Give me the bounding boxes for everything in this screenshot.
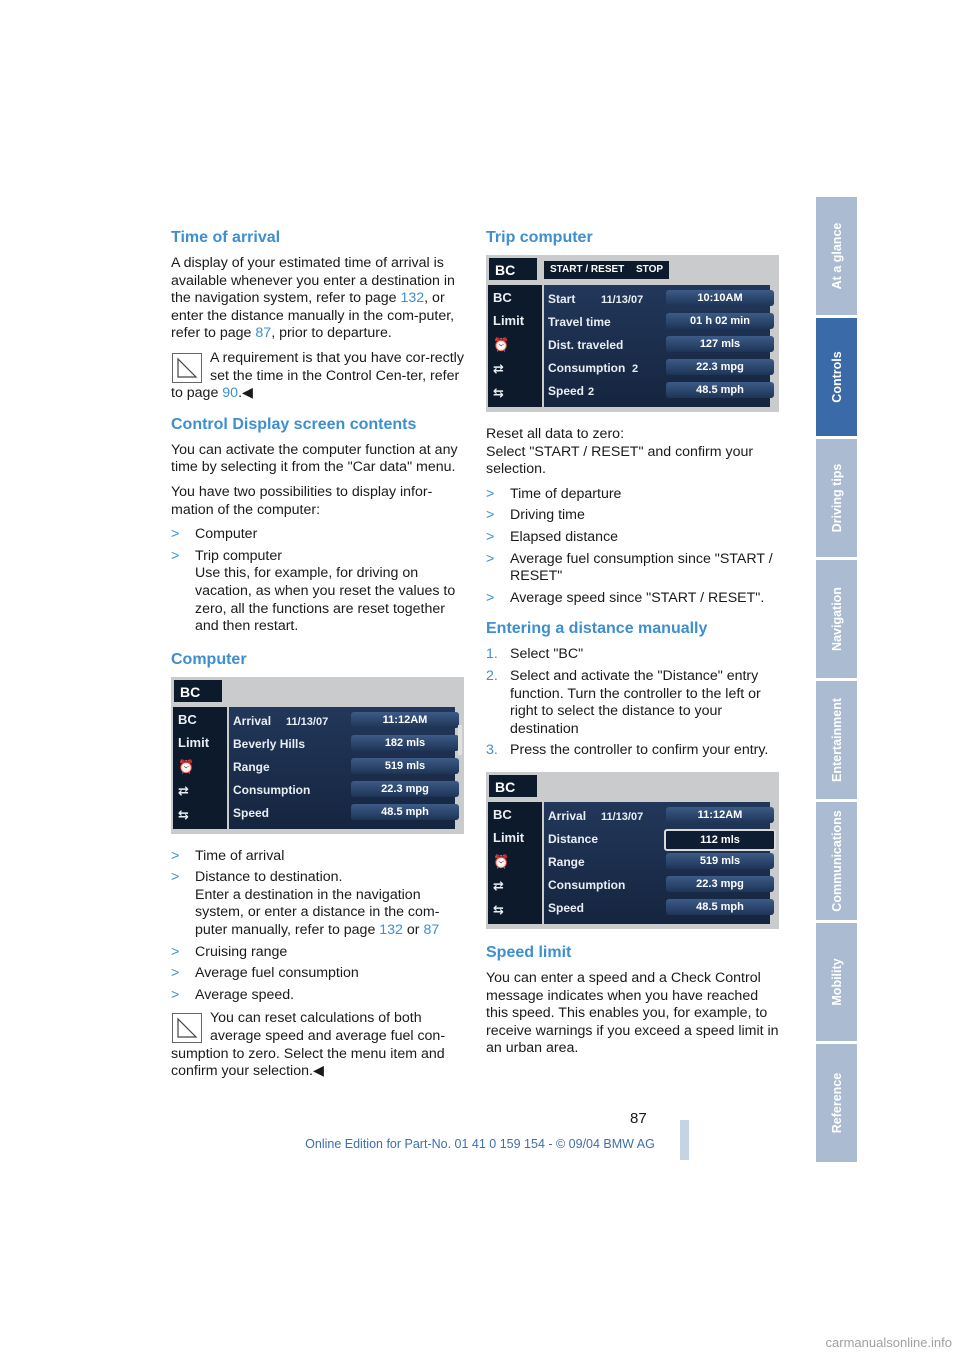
computer-note: You can reset calculations of both average speed and average fuel con-sumption to zero. Select the menu item and confirm your selection.◀ (171, 1010, 446, 1080)
alarm-clock-icon[interactable]: ⏰ (493, 853, 510, 869)
car-icon[interactable]: ⇆ (178, 806, 189, 822)
computer-list (171, 848, 466, 1005)
row-label: Arrival (233, 713, 272, 728)
row-label: Arrival (548, 808, 587, 823)
arrival-paragraph: A display of your estimated time of arrival is available whenever you enter a destination in the navigation system, refer to page 132, or enter the distance manually in the com-puter, refer to page 87, prior to departure. (171, 255, 455, 342)
display-list (171, 526, 466, 636)
distance-screen (486, 772, 779, 929)
list-item: > Cruising range (171, 943, 288, 960)
row-label: Consumption (233, 782, 311, 797)
row-value[interactable]: 48.5 mph (351, 804, 459, 820)
side-menu (488, 285, 542, 407)
list-item: > Driving time (486, 507, 585, 524)
list-item: 1. Select "BC" (486, 646, 584, 663)
display-paragraph-2: You have two possibilities to display infor-mation of the computer: (171, 483, 433, 518)
row-label: Travel time (548, 315, 611, 329)
link-page-90[interactable]: 90 (222, 385, 239, 402)
row-value[interactable]: 10:10AM (666, 290, 774, 306)
list-item: 3. Press the controller to confirm your entry. (486, 742, 769, 759)
tab-at-a-glance[interactable]: At a glance (816, 197, 857, 315)
link-page-87[interactable]: 87 (423, 922, 440, 939)
row-label: Speed (548, 384, 585, 398)
link-page-132[interactable]: 132 (379, 922, 403, 939)
row-value[interactable]: 22.3 mpg (351, 781, 459, 797)
row-date: 11/13/07 (601, 810, 644, 823)
list-item: 2. Select and activate the "Distance" entry function. Turn the controller to the left or right to select the distance to your destination (486, 667, 761, 737)
heading-display-contents: Control Display screen contents (171, 415, 417, 433)
link-page-132[interactable]: 132 (400, 290, 425, 307)
page-number: 87 (630, 1110, 647, 1127)
row-value[interactable]: 48.5 mph (666, 382, 774, 398)
list-item: > Computer (171, 526, 258, 543)
row-label: Speed (233, 805, 270, 820)
row-value[interactable]: 519 mls (666, 853, 774, 869)
row-value[interactable]: 22.3 mpg (666, 359, 774, 375)
row-value[interactable]: 182 mls (351, 735, 459, 751)
car-icon[interactable]: ⇆ (493, 385, 504, 400)
list-item: > Elapsed distance (486, 528, 619, 545)
row-value[interactable]: 48.5 mph (666, 899, 774, 915)
row-index: 2 (588, 386, 595, 398)
list-item: > Distance to destination. Enter a destination in the navigation system, or enter a distance in the com-puter manually, refer to page 132 or 87 (171, 869, 440, 939)
bc-title: BC (173, 679, 223, 703)
row-label: Beverly Hills (233, 736, 306, 751)
data-panel (229, 707, 455, 829)
row-label: Range (233, 759, 270, 774)
list-item: > Average fuel consumption since "START / RESET" (486, 550, 773, 585)
trip-computer-screen (486, 255, 779, 412)
distance-value-selected[interactable]: 112 mls (664, 829, 776, 851)
end-mark: ◀ (312, 1063, 324, 1080)
heading-trip-computer: Trip computer (486, 229, 593, 246)
bc-menu-item[interactable]: BC (493, 290, 512, 305)
stop-button[interactable]: STOP (630, 261, 669, 279)
watermark: carmanualsonline.info (825, 1335, 952, 1350)
bc-title: BC (488, 257, 538, 281)
distance-steps (486, 646, 781, 760)
left-column (171, 228, 466, 1088)
list-item: > Average fuel consumption (171, 965, 359, 982)
alarm-clock-icon[interactable]: ⏰ (493, 337, 510, 352)
data-panel (544, 285, 770, 407)
limit-menu-item[interactable]: Limit (493, 313, 525, 328)
trip-paragraph-2: Select "START / RESET" and confirm your selection. (486, 443, 754, 478)
switch-icon[interactable]: ⇄ (178, 782, 189, 798)
trip-paragraph-1: Reset all data to zero: (486, 426, 625, 442)
side-menu (488, 802, 542, 924)
row-label: Speed (548, 900, 585, 915)
display-paragraph-1: You can activate the computer function at any time by selecting it from the "Car data" menu. (171, 441, 458, 476)
tab-navigation[interactable]: Navigation (816, 560, 857, 678)
note-icon (172, 353, 202, 383)
car-icon[interactable]: ⇆ (493, 901, 504, 917)
row-value[interactable]: 11:12AM (666, 807, 774, 823)
list-item: > Trip computer Use this, for example, for driving on vacation, as when you reset the values to zero, all the functions are reset together and then restart. (171, 547, 456, 635)
tab-entertainment[interactable]: Entertainment (816, 681, 857, 799)
speed-paragraph: You can enter a speed and a Check Control message indicates when you have reached this speed. This enables you, for example, to receive warnings if you exceed a speed limit in an urban area. (486, 969, 779, 1057)
heading-entering-distance: Entering a distance manually (486, 620, 708, 638)
right-column (486, 228, 781, 1065)
tab-driving-tips[interactable]: Driving tips (816, 439, 857, 557)
scrollbar[interactable] (458, 725, 462, 755)
link-page-87[interactable]: 87 (255, 325, 272, 342)
footer: Online Edition for Part-No. 01 41 0 159 154 - © 09/04 BMW AG (305, 1137, 655, 1151)
row-label: Consumption (548, 361, 626, 375)
limit-menu-item[interactable]: Limit (493, 829, 525, 845)
list-item: > Average speed. (171, 986, 295, 1003)
bc-menu-item[interactable]: BC (178, 711, 197, 727)
row-label: Range (548, 854, 585, 869)
heading-time-of-arrival: Time of arrival (171, 229, 281, 246)
chapter-tabs (816, 197, 857, 1165)
alarm-clock-icon[interactable]: ⏰ (178, 758, 195, 774)
limit-menu-item[interactable]: Limit (178, 734, 210, 750)
row-label: Dist. traveled (548, 338, 624, 352)
row-label: Consumption (548, 877, 626, 892)
row-label: Distance (548, 831, 599, 846)
heading-computer: Computer (171, 650, 247, 668)
note-icon (172, 1013, 202, 1043)
computer-screen (171, 677, 464, 834)
tab-mobility[interactable]: Mobility (816, 923, 857, 1041)
side-menu (173, 707, 227, 829)
heading-speed-limit: Speed limit (486, 943, 572, 961)
data-panel (544, 802, 770, 924)
row-index: 2 (632, 363, 639, 375)
trip-list (486, 486, 781, 608)
start-reset-button[interactable]: START / RESET (544, 261, 630, 279)
row-value[interactable]: 127 mls (666, 336, 774, 352)
row-label: Start (548, 292, 576, 306)
row-value[interactable]: 22.3 mpg (666, 876, 774, 892)
arrival-note: A requirement is that you have cor-rectly set the time in the Control Cen-ter, refer to page 90.◀ (171, 349, 464, 402)
switch-icon[interactable]: ⇄ (493, 877, 504, 893)
row-date: 11/13/07 (601, 294, 644, 306)
row-value[interactable]: 11:12AM (351, 712, 459, 728)
list-item: > Time of arrival (171, 847, 285, 864)
end-mark: ◀ (242, 385, 253, 402)
tab-controls[interactable]: Controls (816, 318, 857, 436)
switch-icon[interactable]: ⇄ (493, 361, 504, 376)
list-item: > Average speed since "START / RESET". (486, 589, 765, 606)
tab-reference[interactable]: Reference (816, 1044, 857, 1162)
tab-communications[interactable]: Communications (816, 802, 857, 920)
row-value[interactable]: 519 mls (351, 758, 459, 774)
list-item: > Time of departure (486, 485, 622, 502)
row-date: 11/13/07 (286, 715, 329, 728)
row-value[interactable]: 01 h 02 min (666, 313, 774, 329)
bc-menu-item[interactable]: BC (493, 806, 512, 822)
bc-title: BC (488, 774, 538, 798)
